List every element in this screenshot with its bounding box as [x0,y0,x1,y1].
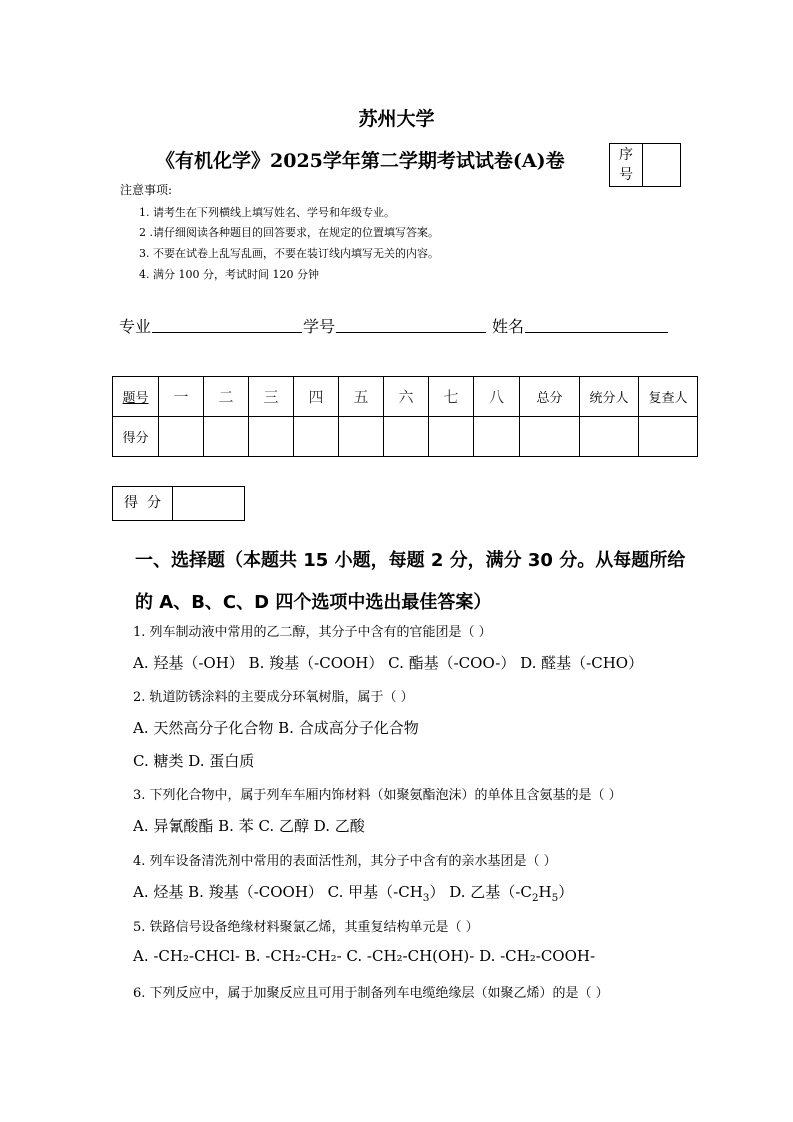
question-2-options-line2: C. 糖类 D. 蛋白质 [133,752,255,770]
question-4-opt-d: ） D. 乙基（-C [429,883,532,901]
question-4-opt-a: A. 烃基 B. 羧基（-COOH） C. 甲基（-CH [133,883,423,901]
question-3-options: A. 异氰酸酯 B. 苯 C. 乙醇 D. 乙酸 [133,817,365,835]
header-q4: 四 [294,377,339,417]
name-blank[interactable] [525,332,668,333]
row-label-score: 得分 [113,417,159,457]
score-table-score-row [113,417,698,457]
exam-title: 《有机化学》2025学年第二学期考试试卷(A)卷 [156,150,565,172]
score-cell[interactable] [249,417,294,457]
question-4-sub-2: 2 [531,892,539,904]
section1-heading-line1: 一、选择题（本题共 15 小题，每题 2 分，满分 30 分。从每题所给 [135,550,686,571]
score-cell-scorer[interactable] [580,417,639,457]
major-label: 专业 [119,317,152,336]
note-item-3: 3. 不要在试卷上乱写乱画，不要在装订线内填写无关的内容。 [139,247,439,260]
header-scorer: 统分人 [580,377,639,417]
header-q6: 六 [384,377,429,417]
section-score-box [112,486,245,521]
section-score-label: 得 分 [113,487,173,520]
header-q7: 七 [429,377,474,417]
score-cell-reviewer[interactable] [639,417,698,457]
major-blank[interactable] [152,332,302,333]
header-q2: 二 [204,377,249,417]
question-5: 5. 铁路信号设备绝缘材料聚氯乙烯，其重复结构单元是（ ） [133,920,479,935]
question-2-options-line1: A. 天然高分子化合物 B. 合成高分子化合物 [133,719,419,737]
serial-label [610,144,643,186]
header-q8: 八 [474,377,520,417]
header-reviewer: 复查人 [639,377,698,417]
score-table-header-row [113,377,698,417]
question-3: 3. 下列化合物中，属于列车车厢内饰材料（如聚氨酯泡沫）的单体且含氨基的是（ ） [133,788,622,803]
score-cell[interactable] [474,417,520,457]
score-cell[interactable] [384,417,429,457]
header-total: 总分 [520,377,580,417]
question-4-options [133,881,573,902]
note-item-1: 1. 请考生在下列横线上填写姓名、学号和年级专业。 [139,206,395,219]
question-6: 6. 下列反应中，属于加聚反应且可用于制备列车电缆绝缘层（如聚乙烯）的是（ ） [133,986,609,1001]
question-1: 1. 列车制动液中常用的乙二醇，其分子中含有的官能团是（ ） [133,625,492,640]
note-item-4: 4. 满分 100 分，考试时间 120 分钟 [139,268,319,281]
question-5-options: A. -CH₂-CHCl- B. -CH₂-CH₂- C. -CH₂-CH(OH)- D. -CH₂-COOH- [133,947,596,965]
score-table [112,376,698,457]
question-2: 2. 轨道防锈涂料的主要成分环氧树脂，属于（ ） [133,690,414,705]
score-cell[interactable] [159,417,204,457]
question-4-sub-3: 3 [422,892,430,904]
serial-label-char-1: 序 [619,147,633,163]
score-cell[interactable] [294,417,339,457]
header-q5: 五 [339,377,384,417]
header-q1: 一 [159,377,204,417]
question-4-h: H [538,883,552,901]
question-1-options: A. 羟基（-OH） B. 羧基（-COOH） C. 酯基（-COO-） D. 醛基（-CHO） [133,654,644,672]
score-cell[interactable] [339,417,384,457]
question-4: 4. 列车设备清洗剂中常用的表面活性剂，其分子中含有的亲水基团是（ ） [133,854,557,869]
student-id-blank[interactable] [336,332,486,333]
section1-heading-line2: 的 A、B、C、D 四个选项中选出最佳答案） [135,592,492,613]
notes-title: 注意事项: [120,183,173,197]
question-4-sub-5: 5 [551,892,559,904]
name-label: 姓名 [492,317,525,336]
score-cell[interactable] [204,417,249,457]
header-q3: 三 [249,377,294,417]
score-cell[interactable] [429,417,474,457]
student-id-label: 学号 [303,317,336,336]
serial-label-char-2: 号 [619,167,633,183]
header-question-no: 题号 [113,377,159,417]
question-4-close: ） [558,883,574,901]
serial-number-box [609,143,681,187]
score-cell-total[interactable] [520,417,580,457]
note-item-2: 2 .请仔细阅读各种题目的回答要求，在规定的位置填写答案。 [139,226,439,239]
university-name: 苏州大学 [358,108,435,130]
